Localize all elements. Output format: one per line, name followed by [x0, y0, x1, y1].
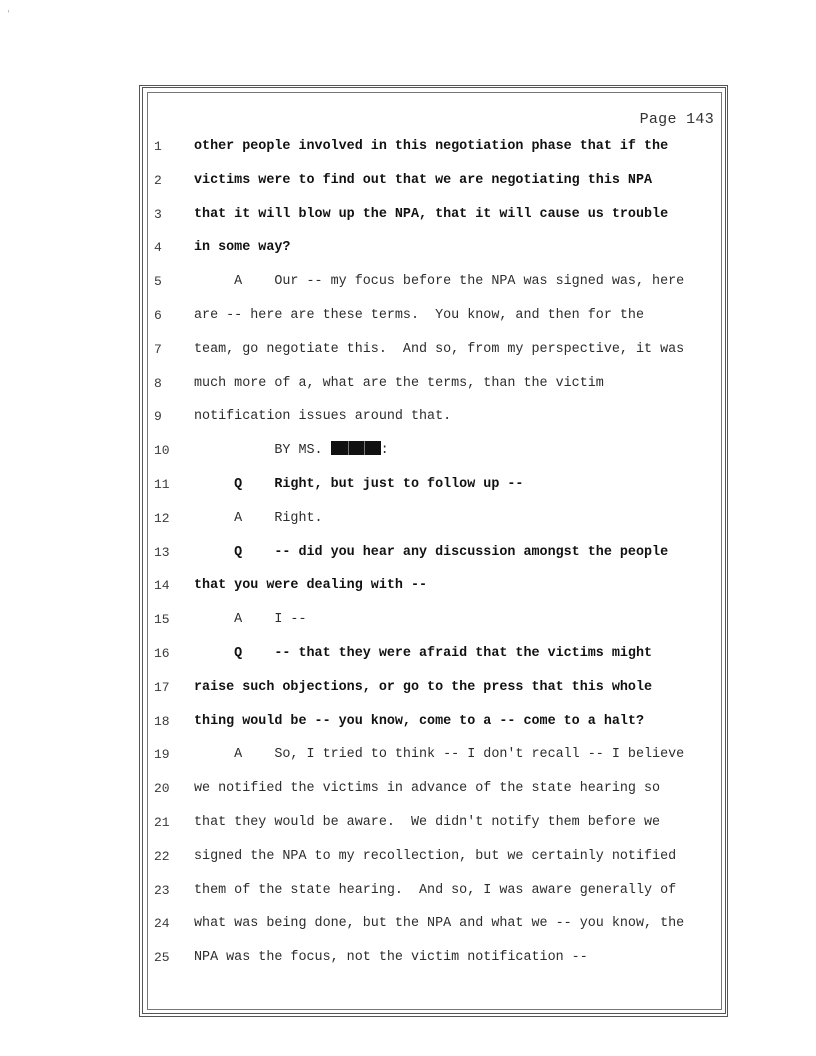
line-text — [194, 271, 684, 293]
transcript-line — [0, 643, 816, 665]
line-text — [194, 237, 290, 259]
transcript-line — [0, 677, 816, 699]
transcript-line — [0, 947, 816, 969]
transcript-line — [0, 913, 816, 935]
line-number: 10 — [154, 443, 170, 459]
scan-mark: ' — [6, 10, 11, 19]
line-text — [194, 575, 427, 597]
transcript-line — [0, 744, 816, 766]
line-text — [194, 880, 676, 902]
line-text-content: A So, I tried to think -- I don't recall -- I believe — [194, 747, 685, 763]
line-text-content: are -- here are these terms. You know, and then for the — [194, 308, 644, 323]
line-text — [194, 508, 323, 530]
transcript-line — [0, 542, 816, 564]
transcript-line — [0, 204, 816, 226]
line-text — [194, 170, 652, 192]
line-text — [194, 406, 451, 428]
transcript-line — [0, 508, 816, 530]
line-number: 25 — [154, 950, 170, 966]
line-text-content: A Right. — [194, 510, 323, 526]
transcript-line — [0, 237, 816, 259]
line-text-content: Q -- did you hear any discussion amongst the people — [194, 544, 669, 560]
transcript-line — [0, 609, 816, 631]
redaction-block — [331, 441, 381, 455]
transcript-line — [0, 271, 816, 293]
transcript-line — [0, 474, 816, 496]
line-text — [194, 373, 604, 395]
line-text-content: we notified the victims in advance of the state hearing so — [194, 781, 661, 797]
transcript-line — [0, 812, 816, 834]
line-number: 18 — [154, 713, 170, 729]
line-number: 23 — [154, 882, 170, 898]
line-text-content: signed the NPA to my recollection, but we certainly notified — [194, 848, 677, 864]
line-text — [194, 305, 644, 327]
line-text-content: thing would be -- you know, come to a -- come to a halt? — [194, 713, 644, 729]
line-text-content: BY MS. — [194, 443, 331, 459]
transcript-line — [0, 711, 816, 733]
line-text — [194, 778, 660, 800]
line-text-content: much more of a, what are the terms, than the victim — [194, 375, 604, 391]
line-text-content: that you were dealing with -- — [194, 578, 428, 594]
line-number: 15 — [154, 612, 170, 628]
transcript-line — [0, 880, 816, 902]
line-number: 12 — [154, 510, 170, 526]
transcript-line — [0, 406, 816, 428]
line-text — [194, 947, 588, 969]
line-text — [194, 440, 389, 462]
line-number: 8 — [154, 375, 162, 391]
transcript-line — [0, 846, 816, 868]
line-text-content: victims were to find out that we are negotiating this NPA — [194, 172, 653, 188]
transcript-line — [0, 373, 816, 395]
transcript-line — [0, 339, 816, 361]
line-text-content: A I -- — [194, 612, 307, 628]
line-number: 13 — [154, 544, 170, 560]
transcript-line — [0, 778, 816, 800]
line-number: 1 — [154, 139, 162, 154]
line-text — [194, 812, 660, 834]
line-number: 3 — [154, 206, 162, 222]
line-text-suffix: : — [380, 443, 389, 459]
line-text-content: that it will blow up the NPA, that it will cause us trouble — [194, 206, 669, 222]
line-number: 14 — [154, 578, 170, 594]
line-text — [194, 204, 668, 226]
line-text-content: Q -- that they were afraid that the victims might — [194, 646, 653, 661]
line-number: 7 — [154, 341, 162, 357]
line-number: 5 — [154, 274, 162, 290]
line-text-content: team, go negotiate this. And so, from my perspective, it was — [194, 341, 685, 357]
line-number: 22 — [154, 848, 170, 864]
line-number: 16 — [154, 646, 170, 661]
line-text-content: NPA was the focus, not the victim notification -- — [194, 950, 588, 966]
line-number: 19 — [154, 747, 170, 763]
transcript-line — [0, 136, 816, 158]
line-text — [194, 677, 652, 699]
line-number: 11 — [154, 477, 170, 492]
page-number: Page 143 — [639, 111, 714, 128]
line-number: 9 — [154, 409, 162, 425]
line-number: 20 — [154, 781, 170, 797]
line-text — [194, 711, 644, 733]
transcript-line — [0, 305, 816, 327]
line-text — [194, 913, 684, 935]
transcript-line — [0, 170, 816, 192]
line-number: 2 — [154, 172, 162, 188]
line-text — [194, 339, 684, 361]
line-text — [194, 643, 652, 665]
line-text-content: notification issues around that. — [194, 409, 452, 425]
line-text-content: them of the state hearing. And so, I was aware generally of — [194, 882, 677, 898]
line-text-content: that they would be aware. We didn't notify them before we — [194, 815, 661, 830]
line-text — [194, 474, 523, 496]
line-text — [194, 609, 307, 631]
line-text — [194, 542, 668, 564]
line-text — [194, 846, 676, 868]
line-number: 4 — [154, 240, 162, 256]
line-text-content: Q Right, but just to follow up -- — [194, 477, 524, 492]
line-number: 6 — [154, 308, 162, 323]
line-text-content: in some way? — [194, 240, 291, 256]
line-number: 21 — [154, 815, 170, 830]
line-text-content: what was being done, but the NPA and what we -- you know, the — [194, 916, 685, 932]
line-text — [194, 136, 668, 158]
line-number: 24 — [154, 916, 170, 932]
transcript-line — [0, 575, 816, 597]
line-number: 17 — [154, 679, 170, 695]
line-text-content: raise such objections, or go to the press that this whole — [194, 679, 653, 695]
line-text-content: other people involved in this negotiation phase that if the — [194, 139, 669, 154]
line-text — [194, 744, 684, 766]
transcript-line — [0, 440, 816, 462]
line-text-content: A Our -- my focus before the NPA was signed was, here — [194, 274, 685, 290]
